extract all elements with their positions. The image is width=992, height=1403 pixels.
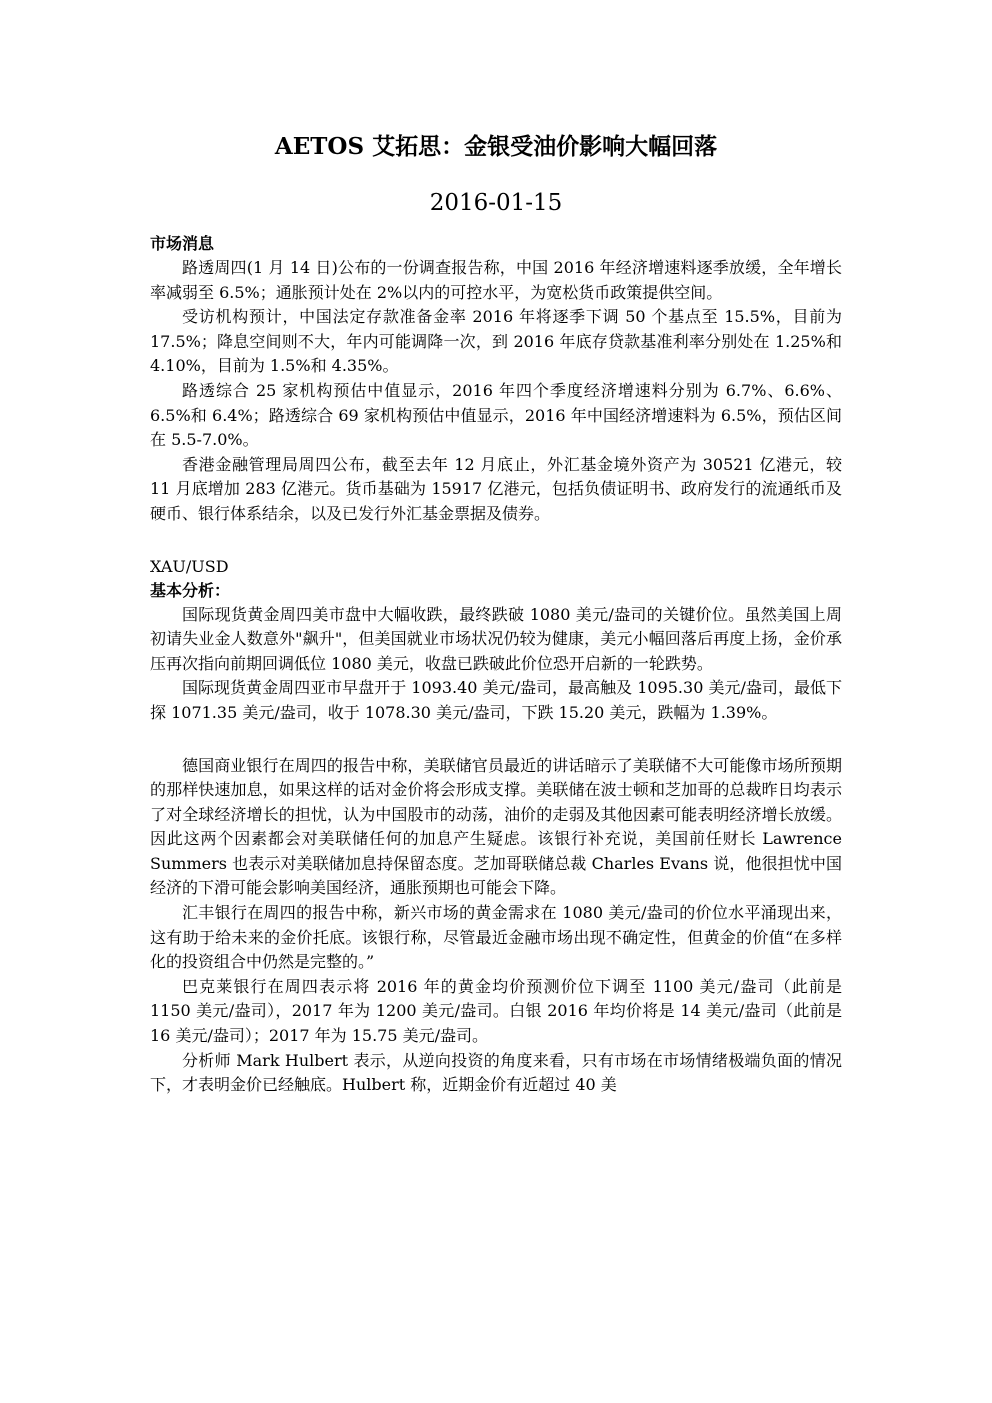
symbol-label: XAU/USD [150, 556, 229, 576]
document-title: AETOS 艾拓思：金银受油价影响大幅回落 [274, 133, 718, 160]
paragraph: 汇丰银行在周四的报告中称，新兴市场的黄金需求在 1080 美元/盎司的价位水平涌现出来，这有助于给未来的金价托底。该银行称，尽管最近金融市场出现不确定性，但黄金的价值“在多样化的投资组合中仍然是完整的。” [150, 903, 842, 972]
paragraph: 路透周四(1 月 14 日)公布的一份调查报告称，中国 2016 年经济增速料逐季放缓，全年增长率减弱至 6.5%；通胀预计处在 2%以内的可控水平，为宽松货币政策提供空间。 [150, 258, 842, 302]
paragraph: 分析师 Mark Hulbert 表示，从逆向投资的角度来看，只有市场在市场情绪极端负面的情况下，才表明金价已经触底。Hulbert 称，近期金价有近超过 40 美 [150, 1050, 842, 1095]
paragraph: 德国商业银行在周四的报告中称，美联储官员最近的讲话暗示了美联储不大可能像市场所预期的那样快速加息，如果这样的话对金价将会形成支撑。美联储在波士顿和芝加哥的总裁昨日均表示了对全球经济增长的担忧，认为中国股市的动荡，油价的走弱及其他因素可能表明经济增长放缓。因此这两个因素都会对美联储任何的加息产生疑虑。该银行补充说，美国前任财长 Lawrence Summers 也表示对美联储加息持保留态度。芝加哥联储总裁 Charles Evans 说，他很担忧中国经济的下滑可能会影响美国经济，通胀预期也可能会下降。 [150, 755, 842, 898]
paragraph: 受访机构预计，中国法定存款准备金率 2016 年将逐季下调 50 个基点至 15.5%，目前为 17.5%；降息空间则不大，年内可能调降一次，到 2016 年底存贷款基准利率分别处在 1.25%和 4.10%，目前为 1.5%和 4.35%。 [150, 307, 842, 376]
paragraph: 香港金融管理局周四公布，截至去年 12 月底止，外汇基金境外资产为 30521 亿港元，较 11 月底增加 283 亿港元。货币基础为 15917 亿港元，包括负债证明书、政府发行的流通纸币及硬币、银行体系结余，以及已发行外汇基金票据及债券。 [150, 454, 842, 523]
section-heading-fundamental-analysis: 基本分析： [150, 580, 231, 600]
paragraph: 国际现货黄金周四美市盘中大幅收跌，最终跌破 1080 美元/盎司的关键价位。虽然美国上周初请失业金人数意外"飙升"，但美国就业市场状况仍较为健康，美元小幅回落后再度上扬，金价承压再次指向前期回调低位 1080 美元，收盘已跌破此价位恐开启新的一轮跌势。 [150, 604, 842, 673]
blank-line [150, 527, 842, 555]
document-body [150, 128, 842, 1098]
paragraph: 巴克莱银行在周四表示将 2016 年的黄金均价预测价位下调至 1100 美元/盎司（此前是 1150 美元/盎司），2017 年为 1200 美元/盎司。白银 2016 年均价将是 14 美元/盎司（此前是 16 美元/盎司）；2017 年为 15.75 美元/盎司。 [150, 976, 842, 1046]
document-date: 2016-01-15 [429, 190, 563, 216]
paragraph: 国际现货黄金周四亚市早盘开于 1093.40 美元/盎司，最高触及 1095.30 美元/盎司，最低下探 1071.35 美元/盎司，收于 1078.30 美元/盎司，下跌 15.20 美元，跌幅为 1.39%。 [150, 678, 842, 722]
paragraph: 路透综合 25 家机构预估中值显示，2016 年四个季度经济增速料分别为 6.7%、6.6%、6.5%和 6.4%；路透综合 69 家机构预估中值显示，2016 年中国经济增速料为 6.5%，预估区间在 5.5-7.0%。 [150, 380, 842, 450]
blank-line [150, 726, 842, 754]
section-heading-market-news: 市场消息 [150, 234, 215, 253]
